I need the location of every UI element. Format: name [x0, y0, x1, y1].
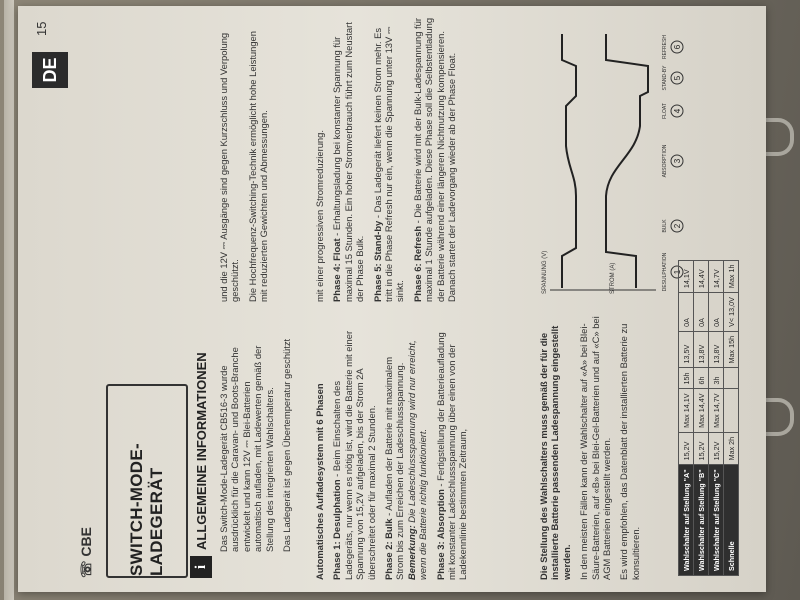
- voltage-curve: [562, 34, 576, 288]
- binding-edge: [4, 0, 14, 600]
- logo-icon: ☏: [78, 556, 94, 578]
- language-badge: DE: [32, 52, 68, 88]
- title-box: [106, 384, 188, 578]
- table-cell: [724, 368, 739, 389]
- table-cell: 0A: [694, 293, 709, 332]
- table-row: [724, 260, 739, 575]
- manual-page: [18, 6, 766, 592]
- phase-2: Phase 2: Bulk - Aufladen der Batterie mit maximalem Strom bis zum Erreichen der Ladeschlussspannung. Bemerkung: Die Ladeschlussspannung wird nur erreicht, wenn die Batterie richtig funktioniert.: [383, 340, 429, 580]
- switch-section: [538, 308, 647, 580]
- table-cell: Max 2h: [724, 432, 739, 465]
- info-icon: i: [190, 556, 212, 578]
- rotated-page-content: [18, 6, 766, 592]
- page-title: SWITCH-MODE-LADEGERÄT: [127, 443, 166, 576]
- switch-heading: Die Stellung des Wahlschalters muss gemäß der für die installierte Batterie passenden Ladespannung eingestellt werden.: [538, 325, 572, 580]
- table-cell: 0A: [679, 293, 694, 332]
- charging-curve-chart: [536, 12, 686, 296]
- phase-5: Phase 5: Stand-by - Das Ladegerät liefert keinen Strom mehr. Es tritt in die Phase Refresh nur ein, wenn die Spannung unter 13V ⎓ sinkt.: [371, 26, 406, 302]
- phases-left-column: [314, 330, 475, 580]
- chart-phase-label: STAND-BY: [662, 65, 668, 91]
- chart-phase-number: 1: [673, 269, 682, 275]
- switch-paragraph: In den meisten Fällen kann der Wahlschalter auf «A» bei Blei-Säure-Batterien, auf «B» bei Blei-Gel-Batterien und auf «C» bei AGM Batterien eingestellt werden.: [578, 316, 613, 580]
- table-cell: Schnelle: [724, 465, 739, 576]
- intro-paragraph: Das Switch-Mode-Ladegerät CB516-3 wurde ausdrücklich für die Caravan- und Boots-Branche entwickelt und kann 12V ⎓ Blei-Batterien automatisch aufladen, mit Ladewerten gemäß der Stellung des integrierten Wahlschalters.: [218, 345, 275, 552]
- table-cell: Max 14,7V: [709, 389, 724, 432]
- table-cell: 14,4V: [694, 260, 709, 293]
- chart-phase-label: ABSORPTION: [662, 144, 668, 178]
- table-cell: Wahlschalter auf Stellung "B": [694, 465, 709, 576]
- table-cell: 14,7V: [709, 260, 724, 293]
- table-cell: 13,8V: [709, 331, 724, 368]
- table-cell: 13,8V: [694, 331, 709, 368]
- chart-ylabel-voltage: SPANNUNG (V): [542, 250, 548, 294]
- auto-heading: Automatisches Aufladesystem mit 6 Phasen: [314, 383, 325, 580]
- table-cell: 14,1V: [679, 260, 694, 293]
- table-row: [709, 260, 724, 575]
- phase-3-continued: mit einer progressiven Stromreduzierung.: [314, 130, 325, 302]
- table-row: [694, 260, 709, 575]
- chart-phase-number: 3: [673, 158, 682, 164]
- table-cell: 15,2V: [709, 432, 724, 465]
- chart-phase-label: DESULPHATION: [662, 252, 668, 292]
- table-cell: Max 14,4V: [694, 389, 709, 432]
- chart-phase-number: 4: [673, 108, 682, 114]
- table-cell: Max 15h: [724, 331, 739, 368]
- table-cell: Max 1h: [724, 260, 739, 293]
- table-row: [679, 260, 694, 575]
- phase-4: Phase 4: Float - Erhaltungsladung bei konstanter Spannung für maximal 15 Stunden. Ein hoher Stromverbrauch führt zum Neustart der Phase Bulk.: [331, 22, 366, 302]
- table-cell: 6h: [694, 368, 709, 389]
- table-cell: 13,5V: [679, 331, 694, 368]
- switch-paragraph: Es wird empfohlen, das Datenblatt der installierten Batterie zu konsultieren.: [618, 323, 641, 580]
- brand-logo: ☏ CBE: [78, 527, 94, 578]
- intro-left-column: [218, 330, 298, 552]
- table-cell: 15h: [679, 368, 694, 389]
- intro-right-column: [218, 22, 276, 302]
- chart-phase-number: 2: [673, 223, 682, 229]
- specs-table: [678, 260, 739, 576]
- chart-phase-label: FLOAT: [662, 103, 668, 119]
- table-cell: 15,2V: [679, 432, 694, 465]
- table-cell: [724, 389, 739, 432]
- chart-phase-label: REFRESH: [662, 35, 668, 59]
- table-cell: 15,2V: [694, 432, 709, 465]
- table-cell: Wahlschalter auf Stellung "C": [709, 465, 724, 576]
- phase-6: Phase 6: Refresh - Die Batterie wird mit der Bulk-Ladespannung für maximal 1 Stunde aufgeladen. Diese Phase soll die Selbstentladung der Batterie während einer längeren Nichtnutzung kompensieren. Danach startet der Ladevorgang wieder ab der Phase Float.: [411, 17, 458, 302]
- chart-phase-number: 5: [673, 75, 682, 81]
- current-curve: [606, 34, 648, 288]
- phase-3: Phase 3: Absorption - Fertigstellung der Batterieaufladung mit konstanter Ladeschlussspannung über einen von der Ladekennlinie bestimmten Zeitraum,: [434, 332, 469, 580]
- chart-phase-label: BULK: [662, 219, 668, 233]
- table-cell: Max 14,1V: [679, 389, 694, 432]
- table-cell: Wahlschalter auf Stellung "A": [679, 465, 694, 576]
- page-number: 15: [34, 21, 49, 36]
- chart-phase-number: 6: [673, 44, 682, 50]
- phase-1: Phase 1: Desulphation - Beim Einschalten des Ladegeräts, nur wenn es nötig ist, wird die Batterie mit einer Spannung von 15,2V aufgeladen, bis der Strom 2A überschreitet oder für maximal 2 Stunden.: [331, 330, 377, 580]
- section-title: ALLGEMEINE INFORMATIONEN: [194, 352, 209, 550]
- intro-paragraph: und die 12V ⎓ Ausgänge sind gegen Kurzschluss und Verpolung geschützt.: [218, 32, 241, 302]
- table-cell: 0A: [709, 293, 724, 332]
- table-cell: V< 13,0V: [724, 293, 739, 332]
- intro-paragraph: Die Hochfrequenz-Switching-Technik ermöglicht hohe Leistungen mit reduzierten Gewichten und Abmessungen.: [246, 31, 270, 302]
- table-cell: 3h: [709, 368, 724, 389]
- intro-paragraph: Das Ladegerät ist gegen Übertemperatur geschützt: [281, 338, 293, 552]
- phases-right-column: [314, 16, 463, 302]
- chart-ylabel-current: STROM (A): [610, 262, 616, 294]
